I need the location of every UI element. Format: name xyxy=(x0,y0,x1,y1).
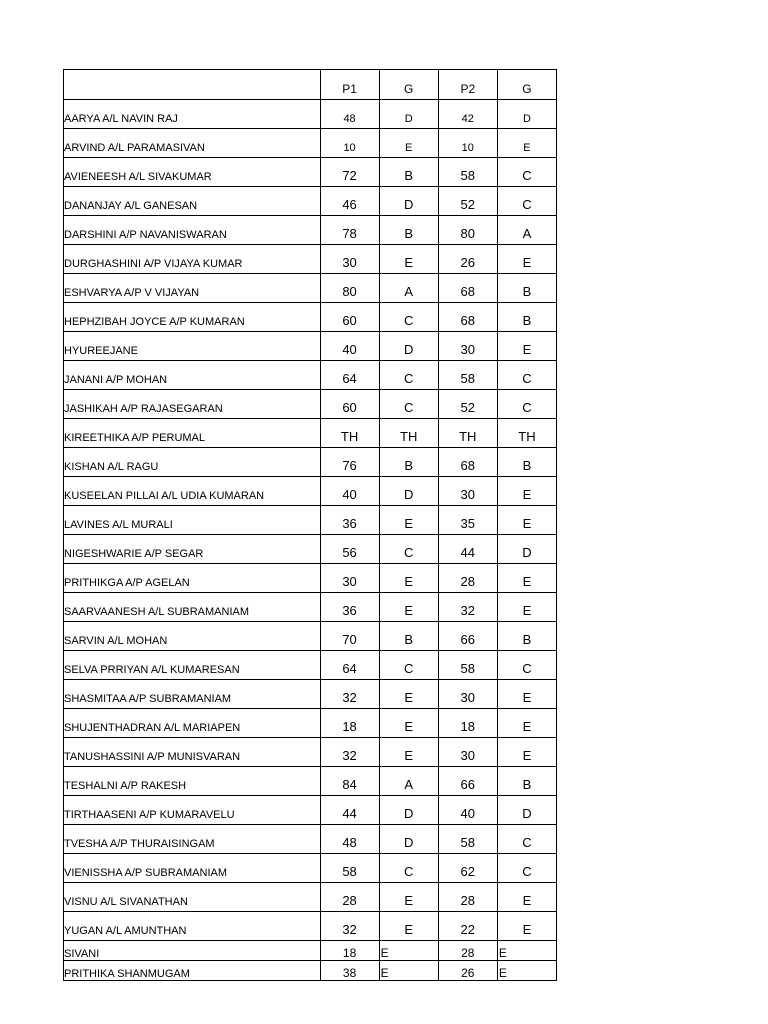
table-row xyxy=(64,738,557,767)
cell-p2: 42 xyxy=(438,100,497,129)
cell-g1: E xyxy=(379,564,438,593)
cell-g1: C xyxy=(379,535,438,564)
cell-name: LAVINES A/L MURALI xyxy=(64,506,321,535)
cell-g1: C xyxy=(379,361,438,390)
cell-p1: 36 xyxy=(320,593,379,622)
cell-name: SIVANI xyxy=(64,941,321,961)
cell-p2: 58 xyxy=(438,158,497,187)
cell-name: ESHVARYA A/P V VIJAYAN xyxy=(64,274,321,303)
cell-g2: B xyxy=(497,767,556,796)
cell-name: TIRTHAASENI A/P KUMARAVELU xyxy=(64,796,321,825)
cell-name: TESHALNI A/P RAKESH xyxy=(64,767,321,796)
table-row xyxy=(64,680,557,709)
cell-p1: 32 xyxy=(320,680,379,709)
cell-g2: E xyxy=(497,738,556,767)
cell-g1: E xyxy=(379,506,438,535)
table-row xyxy=(64,622,557,651)
cell-g1: A xyxy=(379,767,438,796)
cell-g2: E xyxy=(497,680,556,709)
table-row xyxy=(64,477,557,506)
cell-g2: C xyxy=(497,187,556,216)
cell-name: VISNU A/L SIVANATHAN xyxy=(64,883,321,912)
table-row xyxy=(64,961,557,981)
table-row xyxy=(64,709,557,738)
cell-g1: D xyxy=(379,100,438,129)
cell-name: DANANJAY A/L GANESAN xyxy=(64,187,321,216)
cell-name: TVESHA A/P THURAISINGAM xyxy=(64,825,321,854)
cell-name: SHUJENTHADRAN A/L MARIAPEN xyxy=(64,709,321,738)
table-row xyxy=(64,158,557,187)
cell-name: PRITHIKGA A/P AGELAN xyxy=(64,564,321,593)
cell-g2: E xyxy=(497,912,556,941)
cell-p1: 32 xyxy=(320,912,379,941)
cell-p2: 40 xyxy=(438,796,497,825)
cell-p2: 44 xyxy=(438,535,497,564)
table-row xyxy=(64,912,557,941)
cell-p2: 35 xyxy=(438,506,497,535)
cell-p1: 76 xyxy=(320,448,379,477)
cell-g1: C xyxy=(379,854,438,883)
cell-p2: 66 xyxy=(438,767,497,796)
cell-p2: 58 xyxy=(438,651,497,680)
cell-g2: E xyxy=(497,564,556,593)
cell-p2: 18 xyxy=(438,709,497,738)
cell-p2: TH xyxy=(438,419,497,448)
cell-g1: E xyxy=(379,680,438,709)
cell-p1: 80 xyxy=(320,274,379,303)
cell-p2: 30 xyxy=(438,332,497,361)
cell-g2: E xyxy=(497,709,556,738)
cell-p2: 30 xyxy=(438,738,497,767)
table-row xyxy=(64,303,557,332)
cell-g1: E xyxy=(379,941,438,961)
cell-name: KIREETHIKA A/P PERUMAL xyxy=(64,419,321,448)
cell-name: SHASMITAA A/P SUBRAMANIAM xyxy=(64,680,321,709)
cell-g1: E xyxy=(379,961,438,981)
grades-table xyxy=(63,69,557,981)
cell-name: YUGAN A/L AMUNTHAN xyxy=(64,912,321,941)
cell-name: DARSHINI A/P NAVANISWARAN xyxy=(64,216,321,245)
table-row xyxy=(64,651,557,680)
cell-p2: 58 xyxy=(438,825,497,854)
cell-p1: 44 xyxy=(320,796,379,825)
cell-g1: B xyxy=(379,448,438,477)
cell-g1: E xyxy=(379,129,438,158)
cell-p1: 64 xyxy=(320,361,379,390)
cell-g2: TH xyxy=(497,419,556,448)
cell-g1: E xyxy=(379,593,438,622)
cell-g2: C xyxy=(497,854,556,883)
cell-p1: 38 xyxy=(320,961,379,981)
cell-p1: 48 xyxy=(320,825,379,854)
cell-g1: C xyxy=(379,651,438,680)
cell-p1: 46 xyxy=(320,187,379,216)
cell-p2: 80 xyxy=(438,216,497,245)
cell-g2: E xyxy=(497,593,556,622)
cell-g2: D xyxy=(497,100,556,129)
cell-p1: 56 xyxy=(320,535,379,564)
cell-g2: E xyxy=(497,332,556,361)
cell-p2: 68 xyxy=(438,303,497,332)
cell-p2: 10 xyxy=(438,129,497,158)
cell-p2: 26 xyxy=(438,245,497,274)
cell-name: TANUSHASSINI A/P MUNISVARAN xyxy=(64,738,321,767)
table-row xyxy=(64,535,557,564)
cell-g1: D xyxy=(379,477,438,506)
cell-p2: 66 xyxy=(438,622,497,651)
cell-p1: 40 xyxy=(320,477,379,506)
table-row xyxy=(64,854,557,883)
table-row xyxy=(64,187,557,216)
cell-g1: E xyxy=(379,883,438,912)
cell-p2: 68 xyxy=(438,274,497,303)
cell-p1: 10 xyxy=(320,129,379,158)
cell-p1: 72 xyxy=(320,158,379,187)
cell-g1: B xyxy=(379,216,438,245)
cell-p1: 48 xyxy=(320,100,379,129)
cell-p1: 32 xyxy=(320,738,379,767)
cell-p1: 28 xyxy=(320,883,379,912)
cell-g2: C xyxy=(497,825,556,854)
cell-p1: 30 xyxy=(320,564,379,593)
cell-p1: 70 xyxy=(320,622,379,651)
cell-g2: C xyxy=(497,390,556,419)
cell-p2: 52 xyxy=(438,390,497,419)
cell-g2: E xyxy=(497,941,556,961)
table-row xyxy=(64,506,557,535)
table-row xyxy=(64,419,557,448)
cell-g2: E xyxy=(497,245,556,274)
cell-name: AARYA A/L NAVIN RAJ xyxy=(64,100,321,129)
cell-g1: E xyxy=(379,912,438,941)
cell-name: AVIENEESH A/L SIVAKUMAR xyxy=(64,158,321,187)
cell-g1: E xyxy=(379,709,438,738)
cell-p2: 30 xyxy=(438,680,497,709)
header-p2: P2 xyxy=(438,70,497,100)
cell-g1: B xyxy=(379,158,438,187)
cell-name: KUSEELAN PILLAI A/L UDIA KUMARAN xyxy=(64,477,321,506)
header-name xyxy=(64,70,321,100)
cell-g2: E xyxy=(497,961,556,981)
cell-p1: 18 xyxy=(320,709,379,738)
cell-p2: 26 xyxy=(438,961,497,981)
header-g1: G xyxy=(379,70,438,100)
cell-g2: E xyxy=(497,883,556,912)
cell-g2: A xyxy=(497,216,556,245)
cell-p1: 78 xyxy=(320,216,379,245)
cell-g1: C xyxy=(379,390,438,419)
cell-p1: 64 xyxy=(320,651,379,680)
cell-g2: C xyxy=(497,361,556,390)
cell-p1: 60 xyxy=(320,390,379,419)
cell-p2: 28 xyxy=(438,883,497,912)
cell-p1: 84 xyxy=(320,767,379,796)
cell-g1: B xyxy=(379,622,438,651)
cell-name: VIENISSHA A/P SUBRAMANIAM xyxy=(64,854,321,883)
cell-g2: C xyxy=(497,158,556,187)
cell-g1: E xyxy=(379,738,438,767)
cell-g1: E xyxy=(379,245,438,274)
cell-p2: 68 xyxy=(438,448,497,477)
cell-g2: E xyxy=(497,477,556,506)
cell-g1: TH xyxy=(379,419,438,448)
table-row xyxy=(64,245,557,274)
cell-name: JASHIKAH A/P RAJASEGARAN xyxy=(64,390,321,419)
cell-name: SELVA PRRIYAN A/L KUMARESAN xyxy=(64,651,321,680)
cell-p1: 18 xyxy=(320,941,379,961)
table-row xyxy=(64,448,557,477)
table-row xyxy=(64,100,557,129)
cell-p1: TH xyxy=(320,419,379,448)
cell-name: DURGHASHINI A/P VIJAYA KUMAR xyxy=(64,245,321,274)
cell-g1: C xyxy=(379,303,438,332)
cell-name: JANANI A/P MOHAN xyxy=(64,361,321,390)
table-row xyxy=(64,390,557,419)
cell-p2: 28 xyxy=(438,564,497,593)
cell-p1: 30 xyxy=(320,245,379,274)
cell-g2: B xyxy=(497,303,556,332)
cell-p2: 58 xyxy=(438,361,497,390)
cell-p2: 22 xyxy=(438,912,497,941)
cell-p1: 40 xyxy=(320,332,379,361)
table-row xyxy=(64,332,557,361)
cell-g2: E xyxy=(497,506,556,535)
cell-name: HEPHZIBAH JOYCE A/P KUMARAN xyxy=(64,303,321,332)
cell-p1: 36 xyxy=(320,506,379,535)
cell-g1: D xyxy=(379,825,438,854)
cell-g1: D xyxy=(379,187,438,216)
cell-p1: 60 xyxy=(320,303,379,332)
cell-name: ARVIND A/L PARAMASIVAN xyxy=(64,129,321,158)
cell-p2: 28 xyxy=(438,941,497,961)
cell-g2: B xyxy=(497,622,556,651)
cell-g2: B xyxy=(497,448,556,477)
header-g2: G xyxy=(497,70,556,100)
cell-g1: D xyxy=(379,332,438,361)
cell-g1: D xyxy=(379,796,438,825)
header-row xyxy=(64,70,557,100)
table-row xyxy=(64,216,557,245)
cell-p2: 52 xyxy=(438,187,497,216)
cell-p2: 62 xyxy=(438,854,497,883)
cell-name: SAARVAANESH A/L SUBRAMANIAM xyxy=(64,593,321,622)
cell-name: NIGESHWARIE A/P SEGAR xyxy=(64,535,321,564)
table-row xyxy=(64,825,557,854)
cell-name: PRITHIKA SHANMUGAM xyxy=(64,961,321,981)
cell-p2: 32 xyxy=(438,593,497,622)
cell-p1: 58 xyxy=(320,854,379,883)
cell-name: KISHAN A/L RAGU xyxy=(64,448,321,477)
cell-name: HYUREEJANE xyxy=(64,332,321,361)
table-row xyxy=(64,883,557,912)
cell-g2: D xyxy=(497,535,556,564)
table-row xyxy=(64,274,557,303)
header-p1: P1 xyxy=(320,70,379,100)
table-row xyxy=(64,129,557,158)
cell-g2: C xyxy=(497,651,556,680)
table-row xyxy=(64,564,557,593)
table-body xyxy=(64,100,557,981)
table-row xyxy=(64,796,557,825)
table-row xyxy=(64,593,557,622)
cell-g1: A xyxy=(379,274,438,303)
cell-g2: E xyxy=(497,129,556,158)
table-row xyxy=(64,767,557,796)
cell-g2: B xyxy=(497,274,556,303)
table-row xyxy=(64,361,557,390)
table-row xyxy=(64,941,557,961)
cell-p2: 30 xyxy=(438,477,497,506)
cell-g2: D xyxy=(497,796,556,825)
cell-name: SARVIN A/L MOHAN xyxy=(64,622,321,651)
